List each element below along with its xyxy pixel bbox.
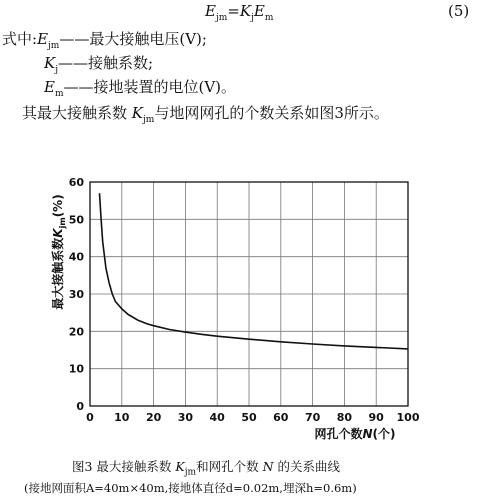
caption-subscript: jm	[184, 467, 197, 478]
equation-number: (5)	[448, 2, 470, 20]
x-tick-label: 10	[114, 411, 130, 424]
y-tick-label: 40	[68, 250, 84, 264]
chart-ticks	[69, 176, 420, 424]
definition-subscript: m	[54, 89, 64, 99]
eq-lhs-subscript: jm	[215, 13, 228, 23]
y-tick-label: 30	[68, 288, 84, 301]
x-tick-label: 90	[368, 411, 384, 424]
chart-series	[100, 193, 409, 349]
paragraph-subscript: jm	[143, 115, 155, 125]
eq-equals: =	[227, 2, 240, 20]
y-tick-label: 10	[68, 362, 84, 376]
eq-e-subscript: m	[264, 13, 274, 23]
x-tick-label: 60	[273, 411, 289, 424]
definition-symbol: K	[44, 54, 56, 72]
definition-ejm	[2, 28, 207, 51]
caption-symbol-n: N	[262, 459, 274, 474]
definition-symbol: E	[37, 30, 49, 48]
definition-subscript: jm	[48, 41, 60, 51]
x-tick-label: 80	[336, 411, 353, 424]
definition-em	[44, 76, 236, 99]
y-axis-title: 最大接触系数$K_{jm}(\%)$	[51, 194, 67, 310]
paragraph-text-before: 其最大接触系数	[22, 104, 128, 122]
equation	[205, 2, 273, 23]
definition-kj	[44, 52, 153, 75]
x-tick-label: 50	[241, 411, 257, 424]
caption-text-post: 的关系曲线	[277, 459, 341, 474]
definition-text: ——接触系数;	[58, 54, 154, 72]
eq-k-subscript: j	[251, 13, 254, 23]
y-tick-label: 60	[68, 176, 84, 189]
x-tick-label: 70	[304, 411, 321, 424]
x-tick-label: 0	[86, 411, 94, 424]
paragraph-symbol: K	[131, 104, 144, 122]
definition-text: ——接地装置的电位(V)。	[63, 78, 237, 96]
x-tick-label: 20	[145, 411, 162, 424]
caption-text-mid: 和网孔个数	[196, 459, 259, 474]
eq-e-symbol: E	[253, 2, 265, 20]
paragraph-text-after: 与地网网孔的个数关系如图3所示。	[154, 104, 389, 122]
contact-coefficient-chart	[0, 160, 490, 450]
caption-symbol: K	[175, 459, 185, 474]
y-tick-label: 50	[68, 213, 84, 227]
definition-prefix: 式中:	[2, 30, 38, 48]
definition-subscript: j	[55, 65, 59, 75]
figure-caption	[72, 457, 340, 478]
y-tick-label: 20	[68, 325, 84, 339]
x-axis-title: 网孔个数N(个)	[314, 427, 396, 441]
series-line	[100, 193, 409, 349]
definition-symbol: E	[44, 78, 55, 96]
x-tick-label: 40	[209, 411, 225, 424]
chart-grid	[90, 182, 408, 406]
caption-text-pre: 图3 最大接触系数	[72, 459, 172, 474]
x-tick-label: 100	[396, 411, 420, 424]
body-paragraph	[22, 102, 389, 125]
x-tick-label: 30	[177, 411, 194, 424]
definition-text: ——最大接触电压(V);	[59, 30, 207, 48]
figure-caption-note: (接地网面积A=40m×40m,接地体直径d=0.02m,埋深h=0.6m)	[24, 481, 357, 495]
y-tick-label: 0	[76, 400, 84, 413]
eq-lhs-symbol: E	[205, 2, 216, 20]
eq-k-symbol: K	[239, 2, 252, 20]
